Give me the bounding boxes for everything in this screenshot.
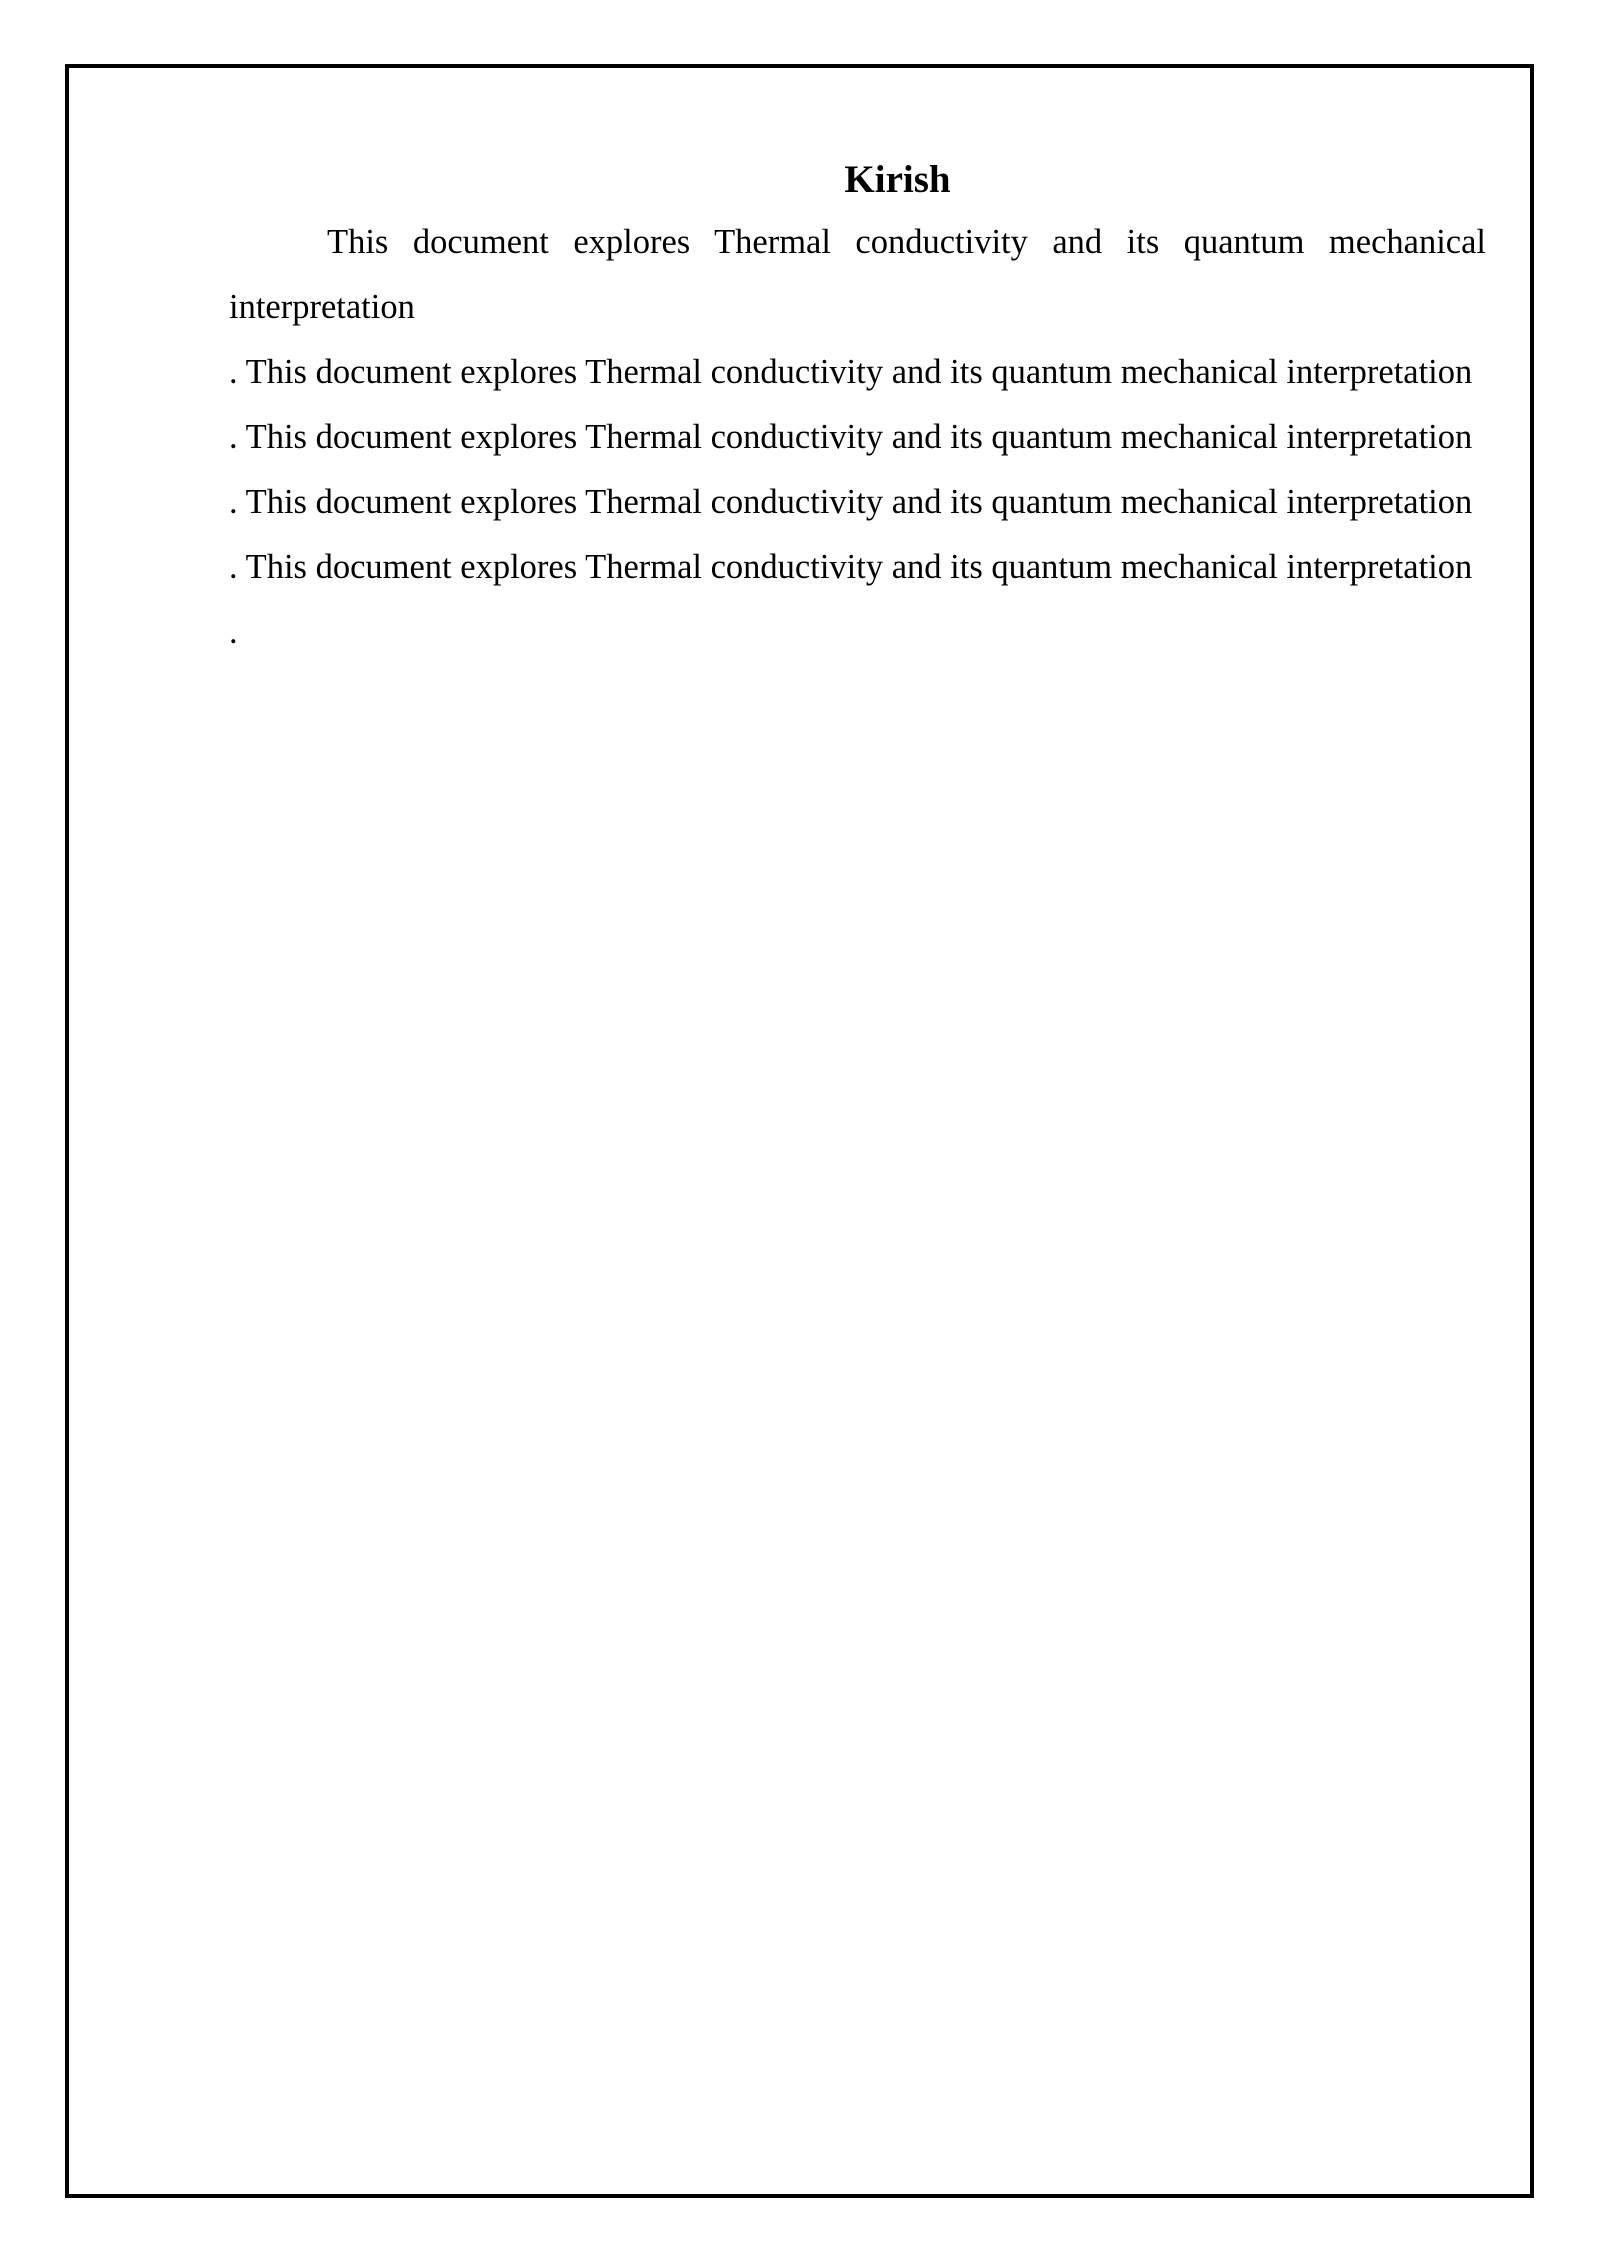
paragraph: This document explores Thermal conductivity and its quantum mechanical interpretation <box>229 223 1486 326</box>
paragraph: . This document explores Thermal conductivity and its quantum mechanical interpretation <box>229 548 1473 586</box>
paragraph: . This document explores Thermal conductivity and its quantum mechanical interpretation <box>229 353 1473 391</box>
document-body <box>229 150 1486 665</box>
paragraph: . This document explores Thermal conductivity and its quantum mechanical interpretation <box>229 483 1473 521</box>
page-title: Kirish <box>844 158 951 201</box>
paragraph: . This document explores Thermal conductivity and its quantum mechanical interpretation <box>229 418 1473 456</box>
closing-period: . <box>229 613 238 651</box>
